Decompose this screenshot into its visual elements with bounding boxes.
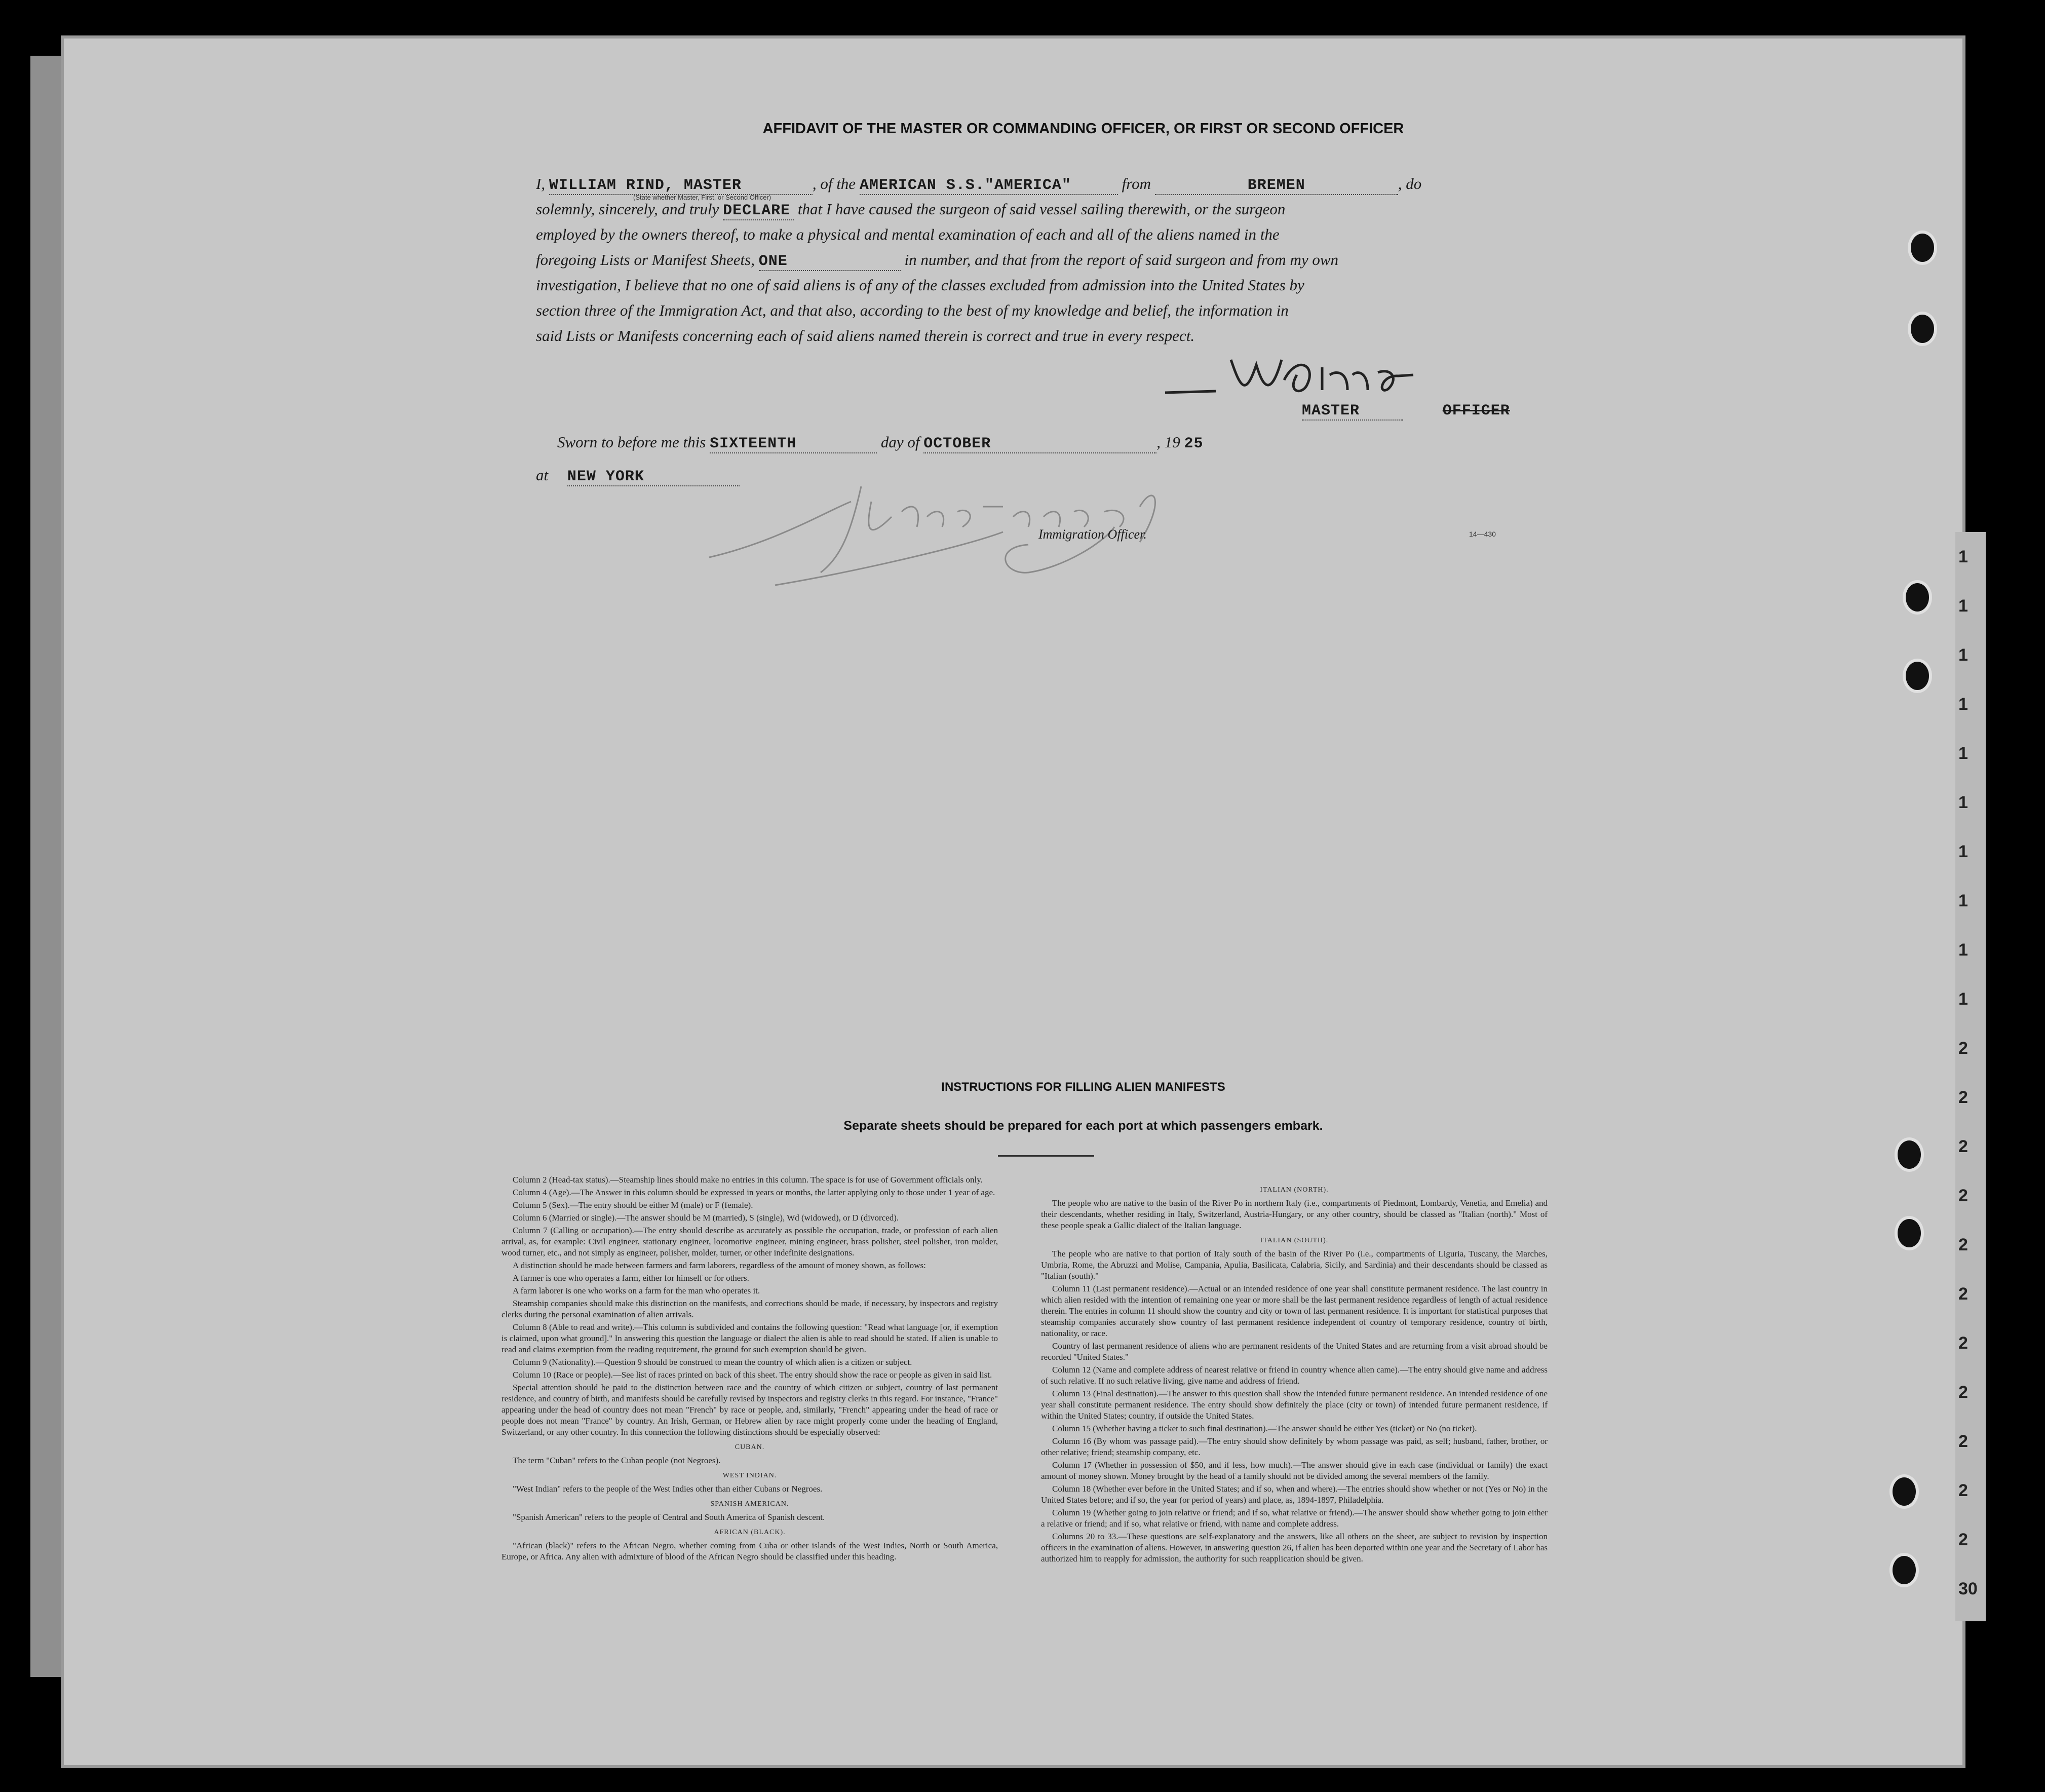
binding-tab-number: 1 bbox=[1958, 842, 1968, 861]
binder-hole bbox=[1895, 1216, 1924, 1250]
year-field: 25 bbox=[1184, 435, 1204, 452]
binder-hole bbox=[1903, 580, 1932, 615]
instructions-subtitle: Separate sheets should be prepared for each port at which passengers embark. bbox=[843, 1119, 1323, 1133]
master-name-field: WILLIAM RIND, MASTER bbox=[549, 177, 813, 195]
binding-tab-number: 1 bbox=[1958, 645, 1968, 665]
affidavit-text: , 19 bbox=[1156, 433, 1180, 451]
affidavit-text: that I have caused the surgeon of said vessel sailing therewith, or the surgeon bbox=[797, 200, 1286, 218]
instruction-paragraph: Column 8 (Able to read and write).—This column is subdivided and contains the following question: "Read what language [or, if exemption is claimed, upon what ground]." In answering this question the language or dialect the alien is able to read should be stated. If alien is unable to read and claims exemption from the reading requirement, the ground for such exemption should be given. bbox=[501, 1322, 998, 1354]
affidavit-line-6: section three of the Immigration Act, and that also, according to the best of my knowledge and belief, the information in bbox=[536, 301, 1289, 319]
affidavit-line-4 bbox=[536, 251, 1338, 271]
instruction-paragraph: Column 17 (Whether in possession of $50, and if less, how much).—The answer should give in each case (individual or family) the exact amount of money shown. Money brought by the head of a family should not be divided among the several members of the family. bbox=[1041, 1460, 1548, 1481]
instruction-paragraph: "African (black)" refers to the African Negro, whether coming from Cuba or other islands of the West Indies, North or South America, Europe, or Africa. Any alien with admixture of blood of the African Negro should be classified under this heading. bbox=[501, 1541, 998, 1561]
binding-tab-number: 2 bbox=[1958, 1383, 1968, 1402]
master-title-field: MASTER bbox=[1302, 402, 1403, 421]
instruction-paragraph: Country of last permanent residence of aliens who are permanent residents of the United States and are returning from a visit abroad should be recorded "United States." bbox=[1041, 1341, 1548, 1362]
binding-tab-number: 2 bbox=[1958, 1235, 1968, 1254]
binding-tab-number: 2 bbox=[1958, 1088, 1968, 1107]
day-field: SIXTEENTH bbox=[710, 435, 877, 453]
affidavit-text: at bbox=[536, 466, 549, 484]
instruction-paragraph: Column 7 (Calling or occupation).—The entry should describe as accurately as possible the occupation, trade, or profession of each alien arrival, as, for example: Civil engineer, stationary engineer, locomotive engineer, mining engineer, brass polisher, steel polisher, iron molder, wood turner, etc., and not simply as engineer, polisher, molder, turner, or other indefinite designations. bbox=[501, 1226, 998, 1257]
binder-hole bbox=[1889, 1553, 1919, 1587]
section-heading: ITALIAN (NORTH). bbox=[1260, 1186, 1329, 1194]
affidavit-text: , of the bbox=[812, 175, 856, 193]
instruction-paragraph: Column 6 (Married or single).—The answer should be M (married), S (single), Wd (widowed), or D (divorced). bbox=[513, 1213, 899, 1223]
binder-hole bbox=[1895, 1137, 1924, 1172]
affidavit-line-5: investigation, I believe that no one of said aliens is of any of the classes excluded from admission into the United States by bbox=[536, 276, 1304, 294]
binding-tab-number: 1 bbox=[1958, 695, 1968, 714]
affidavit-line-1 bbox=[536, 175, 1421, 195]
instruction-paragraph: Steamship companies should make this distinction on the manifests, and corrections should be made, if necessary, by inspectors and registry clerks during the personal examination of alien arrivals. bbox=[501, 1299, 998, 1319]
instruction-paragraph: "West Indian" refers to the people of the West Indies other than either Cubans or Negroes. bbox=[513, 1484, 823, 1494]
affidavit-text: solemnly, sincerely, and truly bbox=[536, 200, 719, 218]
form-number: 14—430 bbox=[1469, 530, 1496, 538]
affidavit-text: day of bbox=[880, 433, 920, 451]
instructions-title: INSTRUCTIONS FOR FILLING ALIEN MANIFESTS bbox=[941, 1080, 1225, 1094]
instruction-paragraph: The people who are native to that portion of Italy south of the basin of the River Po (i.e., compartments of Liguria, Tuscany, the Marches, Umbria, Rome, the Abruzzi and Molise, Campania, Apulia, Basilicata, Calabria, Sicily, and Sardinia) and their descendants should be classed as "Italian (south)." bbox=[1041, 1249, 1548, 1281]
binder-hole bbox=[1908, 231, 1937, 265]
instruction-paragraph: Column 11 (Last permanent residence).—Actual or an intended residence of one year shall constitute permanent residence. The last country in which alien resided with the intention of remaining one year or more shall be the last permanent residence regardless of length of actual residence therein. The entries in column 11 should show the country and city or town of last permanent residence. It is important for statistical purposes that steamship companies accurately show country of last permanent residence independent of country of temporary residence, country of birth, nationality, or race. bbox=[1041, 1284, 1548, 1338]
binding-tab-number: 2 bbox=[1958, 1333, 1968, 1353]
binding-tab-number: 2 bbox=[1958, 1284, 1968, 1304]
binding-tab-number: 30 bbox=[1958, 1579, 1978, 1598]
affidavit-title: AFFIDAVIT OF THE MASTER OR COMMANDING OFFICER, OR FIRST OR SECOND OFFICER bbox=[762, 121, 1404, 137]
sworn-line bbox=[557, 433, 1203, 453]
instructions-right-column bbox=[1041, 1180, 1548, 1566]
binding-tab-number: 2 bbox=[1958, 1186, 1968, 1205]
instruction-paragraph: A farmer is one who operates a farm, either for himself or for others. bbox=[513, 1273, 749, 1283]
instruction-paragraph: Columns 20 to 33.—These questions are self-explanatory and the answers, like all others on the sheet, are subject to revision by inspection officers in the examination of aliens. However, in answering question 26, if alien has been deported within one year and the Secretary of Labor has authorized him to reapply for admission, the authority for such reapplication should be given. bbox=[1041, 1532, 1548, 1564]
instructions-left-column bbox=[501, 1174, 998, 1564]
instruction-paragraph: Column 15 (Whether having a ticket to such final destination).—The answer should be either Yes (ticket) or No (no ticket). bbox=[1052, 1424, 1477, 1433]
binding-tab-number: 2 bbox=[1958, 1481, 1968, 1500]
affidavit-text: from bbox=[1122, 175, 1151, 193]
instruction-paragraph: A farm laborer is one who works on a farm for the man who operates it. bbox=[513, 1286, 760, 1295]
affidavit-text: , do bbox=[1398, 175, 1422, 193]
affidavit-text: Sworn to before me this bbox=[557, 433, 706, 451]
binding-tab-number: 1 bbox=[1958, 891, 1968, 910]
instruction-paragraph: Column 12 (Name and complete address of nearest relative or friend in country whence alien came).—The entry should give name and address of such relative. If no such relative living, give name and address of friend. bbox=[1041, 1365, 1548, 1386]
binding-tab-number: 2 bbox=[1958, 1039, 1968, 1058]
vessel-field: AMERICAN S.S."AMERICA" bbox=[860, 177, 1118, 195]
instruction-paragraph: Column 4 (Age).—The Answer in this column should be expressed in years or months, the latter applying only to those under 1 year of age. bbox=[513, 1188, 995, 1197]
instruction-paragraph: The people who are native to the basin of the River Po in northern Italy (i.e., compartments of Piedmont, Lombardy, Venetia, and Emelia) and their descendants, whether residing in Italy, Switzerland, Austria-Hungary, or any other country, should be classed as "Italian (north)." Most of these people speak a Gallic dialect of the Italian language. bbox=[1041, 1198, 1548, 1230]
struck-officer-text: OFFICER bbox=[1442, 402, 1510, 420]
section-heading: WEST INDIAN. bbox=[722, 1472, 777, 1479]
binding-tab-number: 2 bbox=[1958, 1432, 1968, 1451]
instruction-paragraph: Column 19 (Whether going to join relative or friend; and if so, what relative or friend).—The answer should show whether going to join either a relative or friend; and if so, what relative or friend, with name and complete address. bbox=[1041, 1508, 1548, 1529]
immigration-officer-label: Immigration Officer. bbox=[1038, 527, 1147, 542]
binding-tab-number: 1 bbox=[1958, 596, 1968, 616]
affidavit-text: I, bbox=[536, 175, 546, 193]
instruction-paragraph: Column 16 (By whom was passage paid).—The entry should show definitely by whom passage was paid, as self; husband, father, brother, or other relative; friend; steamship company, etc. bbox=[1041, 1436, 1548, 1457]
master-title-line bbox=[1302, 400, 1510, 421]
binder-hole bbox=[1908, 312, 1937, 346]
officer-rank-note: (State whether Master, First, or Second Officer) bbox=[633, 194, 771, 201]
affidavit-line-7: said Lists or Manifests concerning each of said aliens named therein is correct and true in every respect. bbox=[536, 327, 1195, 345]
binding-tab-number: 1 bbox=[1958, 547, 1968, 566]
instruction-paragraph: Column 9 (Nationality).—Question 9 should be construed to mean the country of which alien is a citizen or subject. bbox=[513, 1357, 912, 1367]
officer-signature bbox=[699, 471, 1251, 593]
binding-tab-number: 1 bbox=[1958, 744, 1968, 763]
binding-tab-number: 1 bbox=[1958, 989, 1968, 1009]
binding-tab-number: 1 bbox=[1958, 793, 1968, 812]
binder-hole bbox=[1889, 1474, 1919, 1509]
instruction-paragraph: A distinction should be made between farmers and farm laborers, regardless of the amount of money shown, as follows: bbox=[513, 1261, 926, 1270]
sheets-count-field: ONE bbox=[759, 253, 901, 271]
instruction-paragraph: The term "Cuban" refers to the Cuban people (not Negroes). bbox=[513, 1456, 721, 1465]
instruction-paragraph: Column 5 (Sex).—The entry should be either M (male) or F (female). bbox=[513, 1200, 753, 1210]
section-heading: CUBAN. bbox=[735, 1443, 765, 1451]
instruction-paragraph: Column 18 (Whether ever before in the United States; and if so, when and where).—The entries should show whether or not (Yes or No) in the United States before; and if so, the year (or period of years) and place, as, 1894-1897, Philadelphia. bbox=[1041, 1484, 1548, 1505]
affidavit-line-3: employed by the owners thereof, to make a physical and mental examination of each and all of the aliens named in the bbox=[536, 225, 1280, 243]
binder-hole bbox=[1903, 659, 1932, 693]
section-heading: AFRICAN (BLACK). bbox=[714, 1529, 786, 1536]
affidavit-text: in number, and that from the report of said surgeon and from my own bbox=[904, 251, 1339, 269]
instruction-paragraph: Column 2 (Head-tax status).—Steamship lines should make no entries in this column. The space is for use of Government officials only. bbox=[513, 1175, 983, 1185]
affidavit-line-2 bbox=[536, 200, 1285, 220]
affidavit-text: foregoing Lists or Manifest Sheets, bbox=[536, 251, 755, 269]
section-heading: ITALIAN (SOUTH). bbox=[1260, 1237, 1329, 1244]
place-field: NEW YORK bbox=[567, 468, 740, 486]
manifest-sheet bbox=[61, 35, 1965, 1768]
divider bbox=[998, 1155, 1094, 1157]
binding-tab-number: 1 bbox=[1958, 940, 1968, 960]
port-field: BREMEN bbox=[1155, 177, 1398, 195]
declare-field: DECLARE bbox=[723, 202, 794, 220]
instruction-paragraph: "Spanish American" refers to the people of Central and South America of Spanish descent. bbox=[513, 1512, 825, 1522]
instruction-paragraph: Special attention should be paid to the distinction between race and the country of which citizen or subject, country of last permanent residence, and country of birth, and manifests should be carefully revised by inspectors and registry clerks in this regard. For instance, "France" appearing under the head of country does not mean "French" by race or people, and, similarly, "French" appearing under the head of race or people does not mean "France" by country. An Irish, German, or Hebrew alien by race might properly come under the heading of England, Switzerland, or any other country. In this connection the following distinctions should be especially observed: bbox=[501, 1383, 998, 1437]
instruction-paragraph: Column 10 (Race or people).—See list of races printed on back of this sheet. The entry should show the race or people as given in said list. bbox=[513, 1370, 992, 1380]
binding-tab-number: 2 bbox=[1958, 1530, 1968, 1549]
month-field: OCTOBER bbox=[923, 435, 1156, 453]
instruction-paragraph: Column 13 (Final destination).—The answer to this question shall show the intended future permanent residence. An intended residence of one year shall constitute permanent residence. The entry should show definitely the place (city or town) of intended future permanent residence, if within the United States; country, if outside the United States. bbox=[1041, 1389, 1548, 1421]
binding-tab-number: 2 bbox=[1958, 1137, 1968, 1156]
master-signature bbox=[1155, 345, 1439, 405]
section-heading: SPANISH AMERICAN. bbox=[710, 1500, 789, 1508]
